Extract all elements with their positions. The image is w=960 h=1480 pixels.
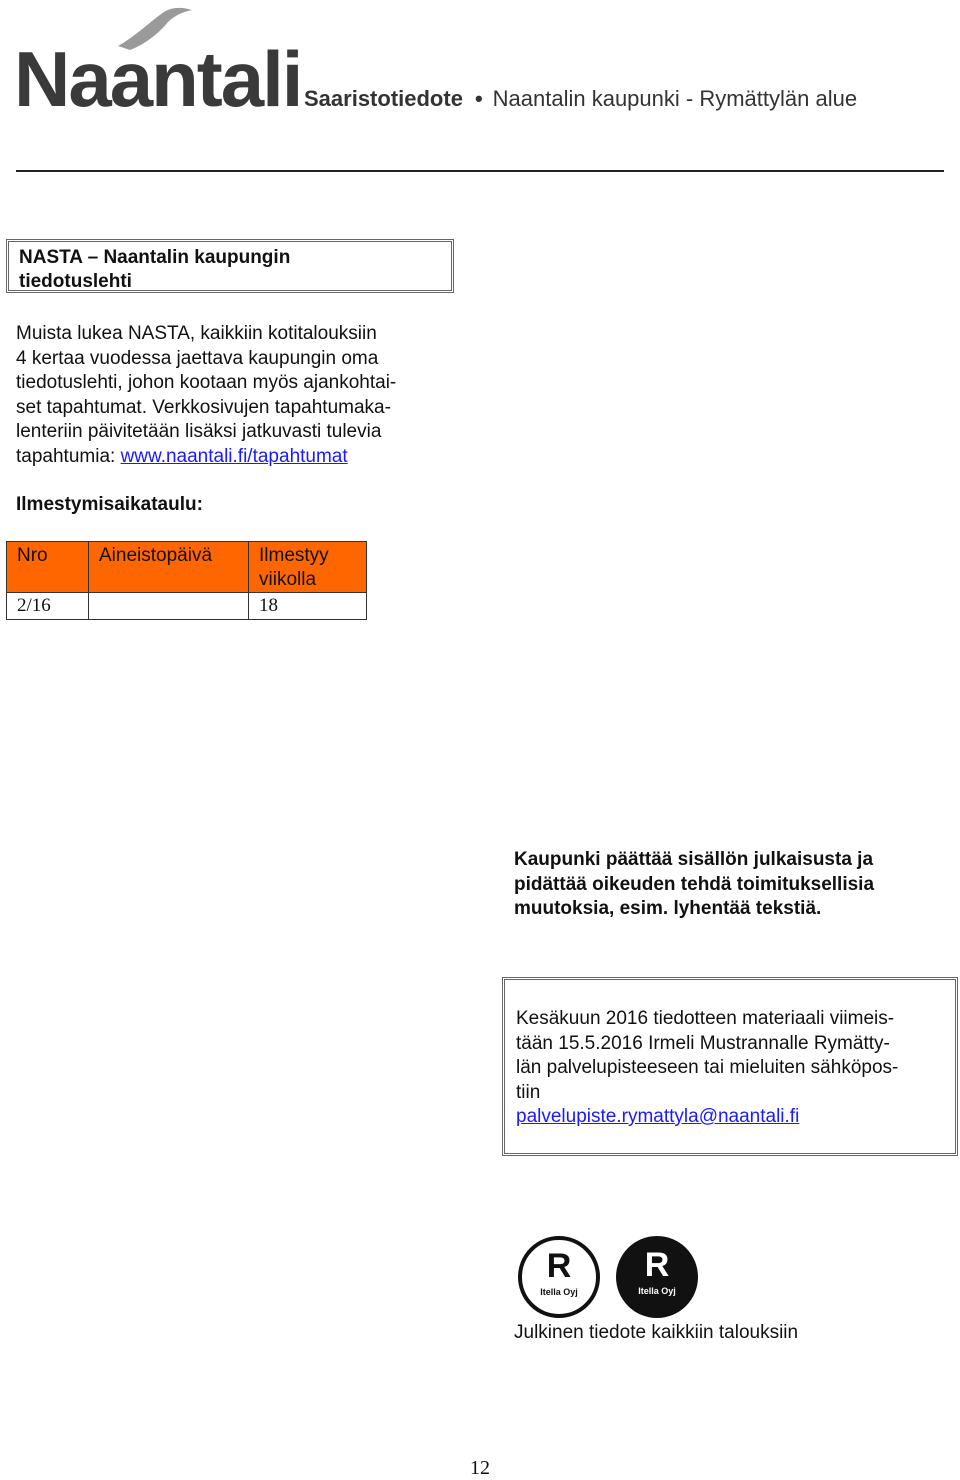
intro-paragraph bbox=[16, 322, 456, 469]
intro-prefix: tapahtumia: bbox=[16, 445, 121, 467]
bullet-icon: • bbox=[474, 86, 483, 111]
intro-line: tiedotuslehti, johon kootaan myös ajankohtai- bbox=[16, 372, 397, 393]
column-header-ilmestyy: Ilmestyy viikolla bbox=[249, 542, 367, 593]
stamp-letter: R bbox=[644, 1246, 670, 1284]
editorial-notice bbox=[514, 848, 934, 922]
stamp-org: Itella Oyj bbox=[540, 1287, 578, 1297]
cell-aineistopaiva bbox=[89, 593, 249, 620]
header-subtitle bbox=[304, 86, 857, 112]
intro-line: set tapahtumat. Verkkosivujen tapahtumaka- bbox=[16, 396, 391, 418]
deadline-line: tiin bbox=[516, 1081, 541, 1103]
intro-line: lenteriin päivitetään lisäksi jatkuvasti tulevia bbox=[16, 421, 382, 442]
column-header-nro: Nro bbox=[7, 542, 89, 593]
section-name: Saaristotiedote bbox=[304, 86, 463, 111]
intro-line-last bbox=[16, 445, 456, 470]
page-number: 12 bbox=[470, 1457, 490, 1479]
title-line-1: NASTA – Naantalin kaupungin bbox=[19, 247, 291, 268]
table-header-row bbox=[7, 542, 367, 593]
notice-line: muutoksia, esim. lyhentää tekstiä. bbox=[514, 898, 822, 919]
stamp-org: Itella Oyj bbox=[638, 1286, 676, 1296]
deadline-line: Kesäkuun 2016 tiedotteen materiaali viimeis- bbox=[516, 1008, 895, 1029]
schedule-heading: Ilmestymisaikataulu: bbox=[16, 494, 203, 515]
itella-stamp-outline bbox=[518, 1236, 600, 1318]
column-header-aineistopaiva: Aineistopäivä bbox=[89, 542, 249, 593]
notice-line: pidättää oikeuden tehdä toimituksellisia bbox=[514, 873, 875, 895]
events-link[interactable]: www.naantali.fi/tapahtumat bbox=[120, 445, 348, 467]
title-box bbox=[6, 239, 454, 293]
deadline-line: tään 15.5.2016 Irmeli Mustrannalle Rymätty- bbox=[516, 1032, 890, 1054]
schedule-table bbox=[6, 541, 367, 620]
deadline-box bbox=[502, 977, 958, 1156]
table-row bbox=[7, 593, 367, 620]
stamp-letter: R bbox=[546, 1247, 572, 1285]
intro-line: Muista lukea NASTA, kaikkiin kotitalouksiin bbox=[16, 323, 377, 344]
itella-stamp-filled bbox=[616, 1236, 698, 1318]
deadline-line: län palvelupisteeseen tai mieluiten sähköpos- bbox=[516, 1057, 899, 1078]
notice-line: Kaupunki päättää sisällön julkaisusta ja bbox=[514, 849, 874, 870]
title-line-2: tiedotuslehti bbox=[19, 271, 132, 292]
header-divider bbox=[16, 170, 944, 172]
region-name: Naantalin kaupunki - Rymättylän alue bbox=[492, 86, 858, 111]
cell-nro: 2/16 bbox=[7, 593, 89, 620]
email-link[interactable]: palvelupiste.rymattyla@naantali.fi bbox=[516, 1106, 800, 1127]
intro-line: 4 kertaa vuodessa jaettava kaupungin oma bbox=[16, 347, 379, 369]
logo-wordmark: Naantali bbox=[14, 35, 302, 123]
public-info-text: Julkinen tiedote kaikkiin talouksiin bbox=[514, 1322, 799, 1343]
cell-viikko: 18 bbox=[249, 593, 367, 620]
